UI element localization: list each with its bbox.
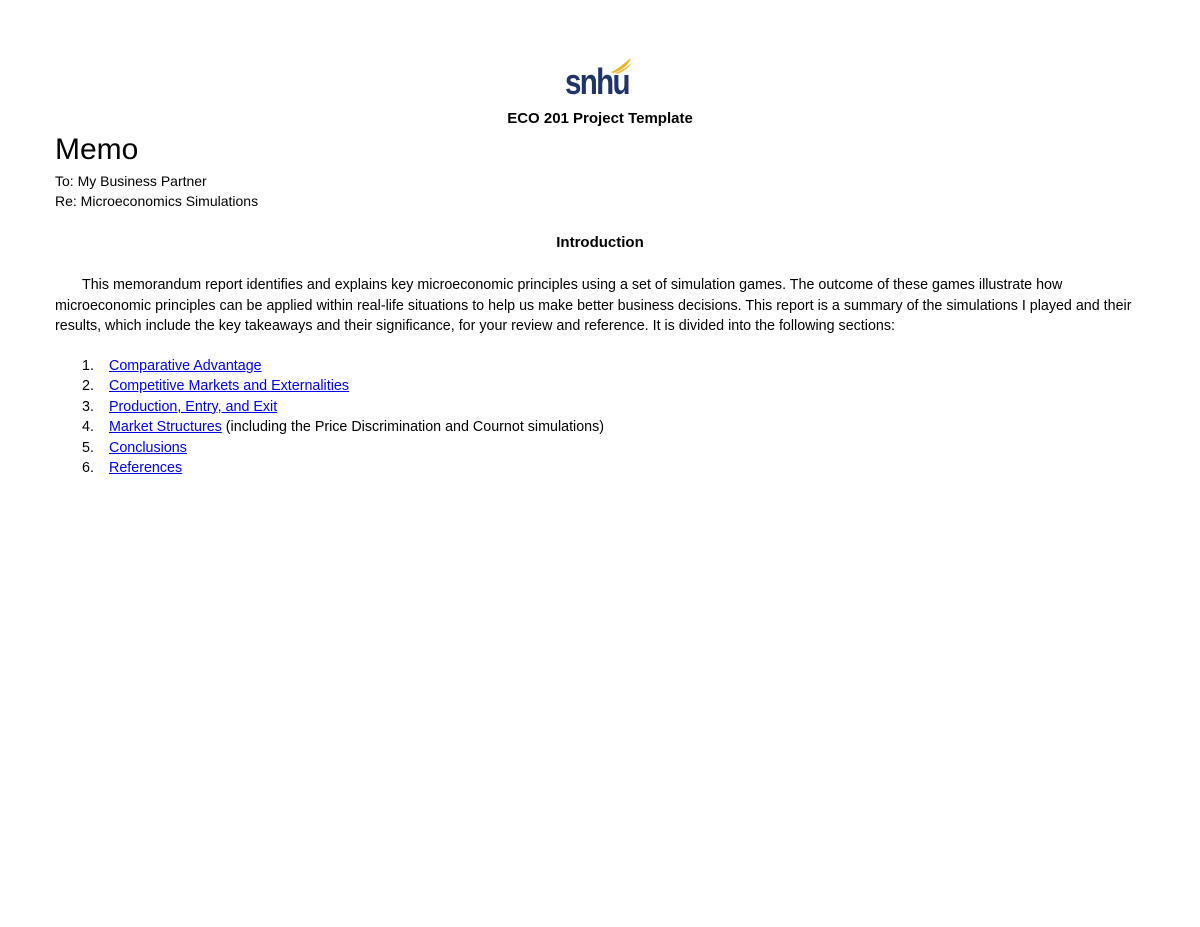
section-number: 4. (82, 419, 94, 436)
section-list-item (55, 458, 604, 478)
memo-heading: Memo (55, 133, 139, 166)
section-list-item (55, 417, 604, 437)
re-line: Re: Microeconomics Simulations (55, 193, 259, 209)
section-link-production-entry-exit[interactable]: Production, Entry, and Exit (109, 398, 278, 415)
section-number: 5. (82, 439, 94, 456)
section-list (55, 356, 604, 478)
section-link-conclusions[interactable]: Conclusions (109, 439, 187, 456)
section-link-competitive-markets[interactable]: Competitive Markets and Externalities (109, 378, 349, 395)
section-number: 2. (82, 378, 94, 395)
section-number: 3. (82, 398, 94, 415)
section-list-item (55, 356, 604, 376)
section-number: 6. (82, 460, 94, 477)
introduction-heading: Introduction (556, 234, 644, 251)
section-suffix: (including the Price Discrimination and Cournot simulations) (221, 419, 605, 436)
introduction-paragraph: This memorandum report identifies and explains key microeconomic principles using a set of simulation games. The outcome of these games illustrate how microeconomic principles can be applied within real-life situations to help us make better business decisions. This report is a summary of the simulations I played and their results, which include the key takeaways and their significance, for your review and reference. It is divided into the following sections: (55, 277, 1132, 334)
section-list-item (55, 376, 604, 396)
document-title: ECO 201 Project Template (507, 110, 693, 127)
section-number: 1. (82, 358, 94, 374)
section-link-references[interactable]: References (109, 460, 183, 477)
section-list-item (55, 438, 604, 458)
to-line: To: My Business Partner (55, 173, 207, 189)
snhu-logo (565, 56, 635, 104)
logo-text: snhu (565, 61, 629, 102)
section-link-comparative-advantage[interactable]: Comparative Advantage (109, 358, 262, 374)
section-link-market-structures[interactable]: Market Structures (109, 419, 222, 436)
section-list-item (55, 397, 604, 417)
